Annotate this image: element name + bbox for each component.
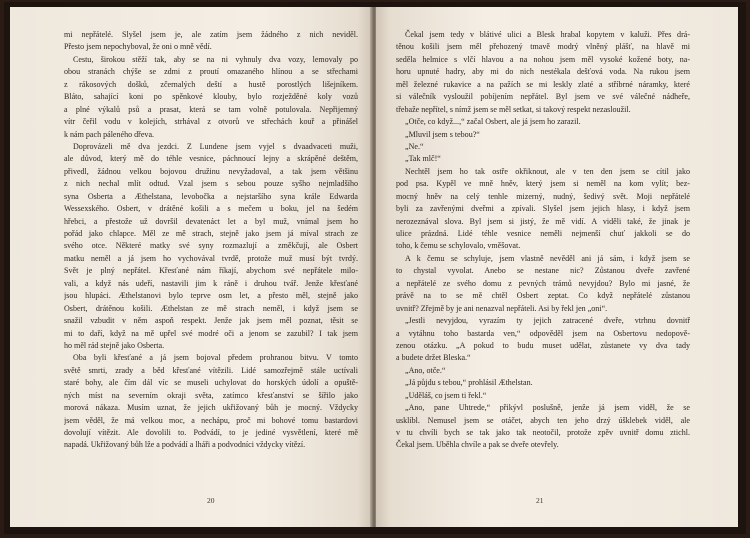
left-page bbox=[10, 7, 372, 527]
text-line: těnou košili jsem měl přehozený tmavě modrý vlněný plášť, na hlavě mi bbox=[396, 42, 690, 52]
text-line: „Otče, co když...,“ začal Osbert, ale já jsem ho zarazil. bbox=[405, 117, 581, 127]
text-line: z nich nechal mlít odtud. Vzal jsem s sebou pouze syšho nejmladšího bbox=[64, 179, 358, 189]
text-line: Nechtěl jsem ho tak ostře okřiknout, ale v ten den jsem se cítil jako bbox=[405, 166, 690, 176]
text-line: v tu chvíli bych se tak jako tak neotočil, protože zpěv uvnitř domu ztichl. bbox=[396, 428, 690, 437]
text-line: mocný hněv na celý tenhle mizerný, nudný, šedivý svět. Moji nepřátelé bbox=[396, 191, 690, 201]
text-line: ho měl rád stejně jako Osberta. bbox=[64, 340, 165, 350]
text-line: hřebci, a přestože už dovršil devatenáct let a byl muž, vnímal jsem ho bbox=[64, 216, 358, 226]
text-line: měl železné rukavice a na pažích se mi leskly zlaté a stříbrné náramky, které bbox=[396, 79, 690, 89]
text-line: nerozeznával slova. Byl jsem si jistý, že mě vidí. A viděli také, že jinak je bbox=[396, 216, 690, 226]
text-line: ných míst na severním okraji světa, zatímco křesťanství se šířilo jako bbox=[64, 390, 358, 400]
text-line: „Jestli nevyjdou, vyrazím ty jejich zatracené dveře, vtrhnu dovnitř bbox=[405, 316, 690, 326]
text-line: přivedl, žádnou velkou bojovou družinu nevyžadoval, a tak jsem většinu bbox=[64, 166, 358, 176]
text-line: Přesto jsem nepochyboval, že oni o mně vědí. bbox=[64, 42, 212, 52]
text-line: snažil vzbudit v něm aspoň respekt. Jenže jak jsem měl poznat, těsit se bbox=[64, 316, 358, 326]
text-line: Doprovázeli mě dva jezdci. Z Lundene jsem vyjel s dvaadvaceti muži, bbox=[73, 141, 358, 151]
book-spread bbox=[4, 2, 746, 534]
text-line: syna Osberta a Æthelstana, levobočka a nejstaršího syna krále Edwarda bbox=[64, 191, 358, 201]
text-line: usklíbl. Nemusel jsem se otáčet, abych ten jeho drzý úšklebek viděl, ale bbox=[396, 415, 690, 425]
text-line: Svět je plný nepřátel. Křesťané nám říkají, abychom své nepřátele milo- bbox=[64, 266, 358, 276]
text-line: právě na to se mě chtěl Osbert zeptat. Co když nepřátelé zůstanou bbox=[396, 291, 690, 301]
text-line: jsou hlupáci. Æthelstanovi bylo teprve osm let, a přesto měl, stejně jako bbox=[64, 291, 358, 301]
text-line: byli za zavřenými dveřmi a zpívali. Slyšel jsem jejich hlasy, i když jsem bbox=[396, 204, 690, 214]
right-page-text bbox=[396, 29, 690, 452]
text-line: „Mluvil jsem s tebou?“ bbox=[405, 129, 480, 139]
text-line: Oba byli křesťané a já jsem bojoval předem prohranou bitvu. V tomto bbox=[73, 353, 358, 363]
text-line: Čekal jsem tedy v blátivé ulici a Blesk hrabal kopytem v kaluži. Přes drá- bbox=[405, 30, 690, 39]
text-line: horu upnuté hadry, aby mi do nich nestékala dešťová voda. Na rukou jsem bbox=[396, 67, 690, 77]
text-line: jsem věděl, že má velkou moc, a nechápu, proč mi bohové tomu bastardovi bbox=[64, 415, 358, 425]
text-line: A k čemu se schyluje, jsem vlastně nevěděl ani já sám, i když jsem se bbox=[405, 253, 690, 263]
text-line: Wessexského. Osbert, v drátěné košili a s mečem u boku, jel na šedém bbox=[64, 204, 358, 214]
left-page-number: 20 bbox=[207, 496, 215, 505]
text-line: matku neměl a já jsem ho vychovával tvrdě, protože muž musí být tvrdý. bbox=[64, 253, 358, 263]
text-line: „Ano, pane Uhtrede,“ přikývl poslušně, jenže já jsem viděl, že se bbox=[405, 403, 690, 413]
text-line: ulice prázdná. Lidé téhle vesnice neměli nejmenší chuť jakkoli se do bbox=[396, 229, 690, 238]
text-line: Čekal jsem. Uběhla chvíle a pak se dveře otevřely. bbox=[396, 440, 559, 450]
text-line: „Já půjdu s tebou,“ prohlásil Æthelstan. bbox=[405, 378, 533, 388]
text-line: „Uděláš, co jsem ti řekl.“ bbox=[405, 390, 487, 400]
text-line: „Ano, otče.“ bbox=[405, 365, 446, 375]
text-line: napadá. Ukřižovaný bůh lže a podvádí a lháři a podvodníci vždycky vítězí. bbox=[64, 440, 306, 450]
text-line: a budete držet Bleska.“ bbox=[396, 353, 471, 363]
text-line: seděla helmice s vlčí hlavou a na nohou jsem měl vysoké kožené boty, na- bbox=[396, 54, 690, 64]
text-line: z rákosových došků, zčernalých deští a hustě porostlých lišejníkem. bbox=[64, 79, 358, 89]
left-page-text bbox=[64, 29, 358, 452]
text-line: světě smrti, zrady a běd křesťané vítězili. Lidé samozřejmě stále uctívali bbox=[64, 365, 358, 375]
right-page-number: 21 bbox=[536, 496, 544, 505]
text-line: si válečník vysloužil pobíjením nepřátel. Byl jsem ve své válečné nádheře, bbox=[396, 92, 690, 102]
text-line: uvnitř? Zřejmě by je ani nenazval nepřáteli. Asi by řekl jen „oni“. bbox=[396, 303, 608, 313]
text-line: Osbert, drátěnou košili. Æthelstan ze mě strach neměl, i když jsem se bbox=[64, 303, 358, 313]
text-line: svého otce. Některé matky své syny rozmazlují a změkčují, ale Osbert bbox=[64, 241, 358, 251]
text-line: Bláto, sahající koni po spěnkové klouby, bylo rozježděné koly vozů bbox=[64, 92, 358, 102]
text-line: k nám pach páleného dřeva. bbox=[64, 129, 155, 139]
text-line: zenou otázku. „A pokud to budu muset udělat, zůstanete vy dva tady bbox=[396, 340, 690, 350]
text-line: mi to daří, když na mě upřel své modré oči a jenom se zazubil? I tak jsem bbox=[64, 328, 358, 338]
text-line: dovolují vítězit. Ale dovolili to. Podvádí, to je jediné vysvětlení, které mě bbox=[64, 428, 358, 437]
right-page bbox=[376, 7, 738, 527]
text-line: Cestu, širokou stěží tak, aby se na ni vyhnuly dva vozy, lemovaly po bbox=[73, 54, 358, 64]
text-line: pod psa. Kypěl ve mně hněv, který jsem si neměl na kom vylít; bez- bbox=[396, 179, 690, 189]
text-line: vali, a když nás udeří, nastavili jim k ráně i druhou tvář. Jenže křesťané bbox=[64, 278, 358, 288]
text-line: „Tak mlč!“ bbox=[405, 154, 441, 164]
text-line: a plné výkalů psů a prasat, která se tam volně potulovala. Nepřijemný bbox=[64, 104, 358, 114]
text-line: a vytáhnu toho bastarda ven,“ odpověděl jsem na Osbertovu nedopově- bbox=[396, 328, 690, 338]
text-line: a nepřátelé ze svého domu z pevných trámů nevyjdou? Bylo mi jasné, že bbox=[396, 278, 690, 288]
text-line: ale důvod, který mě do téhle vesnice, páchnoucí lejny a skrápěné deštěm, bbox=[64, 154, 358, 164]
text-line: „Ne.“ bbox=[405, 141, 424, 151]
text-line: staré bohy, ale čím dál víc se museli uchylovat do horských údolí a opuště- bbox=[64, 378, 358, 388]
text-line: toho, k čemu se schylovalo, vměšovat. bbox=[396, 241, 521, 251]
text-line: vítr čeřil vodu v kolejích, strhával z otvorů ve střechách kouř a přinášel bbox=[64, 117, 358, 127]
text-line: obou stranách chýše se zdmi z proutí omazaného hlínou a se střechami bbox=[64, 67, 358, 77]
text-line: třebaže nepřítel, s nímž jsem se měl setkat, si takový respekt nezasloužil. bbox=[396, 104, 631, 114]
text-line: pořád jako chlapce. Měl ze mě strach, stejně jako jsem já míval strach ze bbox=[64, 229, 358, 238]
text-line: mi nepřátelé. Slyšel jsem je, ale zatím jsem žádného z nich neviděl. bbox=[64, 30, 358, 39]
text-line: morová nákaza. Musím uznat, že jejich ukřižovaný bůh je mocný. Vždycky bbox=[64, 403, 358, 413]
text-line: to chystal vyvolat. Anebo se nestane nic? Zůstanou dveře zavřené bbox=[396, 266, 690, 276]
